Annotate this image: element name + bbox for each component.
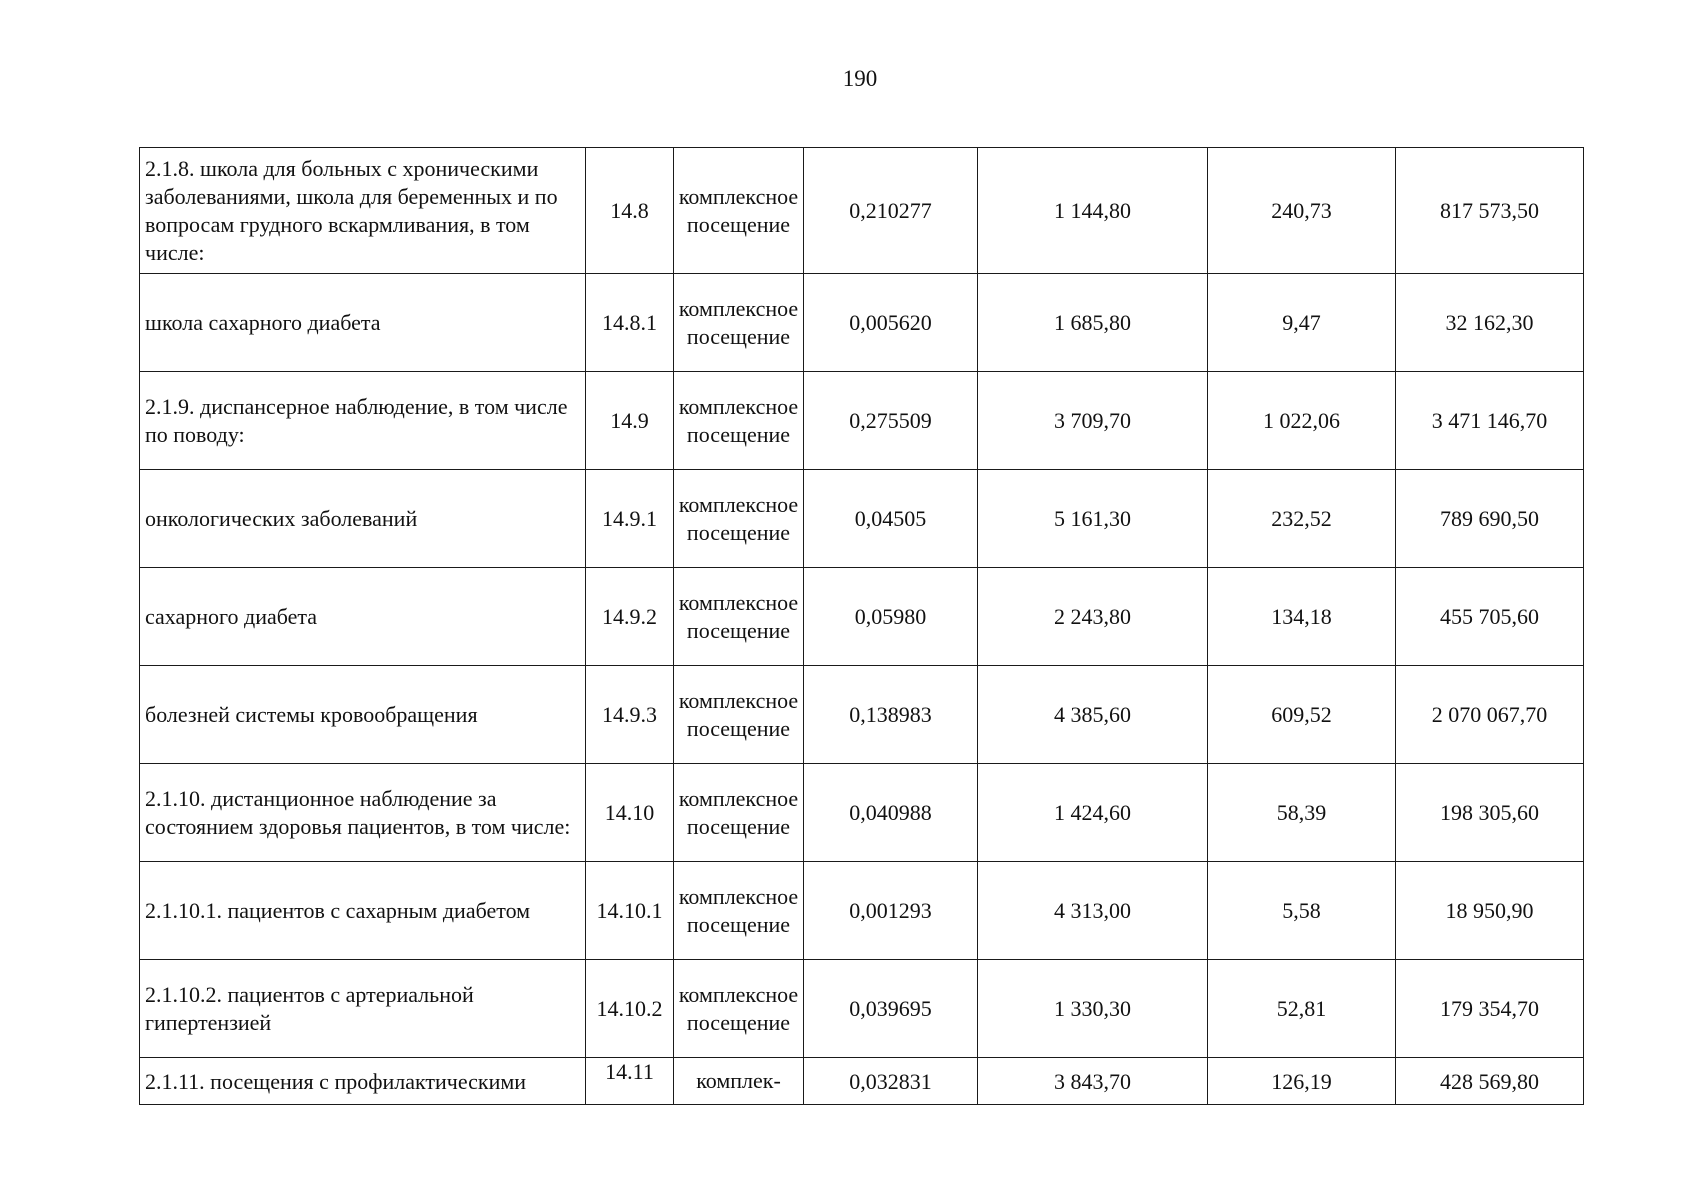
row-per-capita: 609,52 — [1208, 666, 1396, 764]
row-total: 428 569,80 — [1396, 1058, 1584, 1105]
row-cost: 4 313,00 — [978, 862, 1208, 960]
tariff-table — [139, 147, 1584, 1105]
row-code: 14.8.1 — [586, 274, 674, 372]
row-code: 14.9.3 — [586, 666, 674, 764]
table-row — [140, 470, 1584, 568]
row-unit: комплексное посещение — [674, 960, 804, 1058]
row-norm: 0,05980 — [804, 568, 978, 666]
row-code: 14.10.2 — [586, 960, 674, 1058]
row-unit: комплексное посещение — [674, 666, 804, 764]
table-row — [140, 568, 1584, 666]
row-cost: 5 161,30 — [978, 470, 1208, 568]
table-row — [140, 764, 1584, 862]
row-total: 198 305,60 — [1396, 764, 1584, 862]
row-unit: комплексное посещение — [674, 568, 804, 666]
table-row — [140, 862, 1584, 960]
row-cost: 1 144,80 — [978, 148, 1208, 274]
row-per-capita: 9,47 — [1208, 274, 1396, 372]
row-total: 179 354,70 — [1396, 960, 1584, 1058]
row-code: 14.10 — [586, 764, 674, 862]
row-norm: 0,039695 — [804, 960, 978, 1058]
row-cost: 1 424,60 — [978, 764, 1208, 862]
table-row — [140, 1058, 1584, 1105]
row-name: школа сахарного диабета — [140, 274, 586, 372]
row-name: онкологических заболеваний — [140, 470, 586, 568]
table-row — [140, 960, 1584, 1058]
row-name: 2.1.11. посещения с профилактическими — [140, 1058, 586, 1105]
row-code: 14.9.1 — [586, 470, 674, 568]
row-norm: 0,040988 — [804, 764, 978, 862]
row-unit: комплек- — [674, 1058, 804, 1105]
table-row — [140, 666, 1584, 764]
row-code: 14.9 — [586, 372, 674, 470]
row-unit: комплексное посещение — [674, 274, 804, 372]
row-per-capita: 1 022,06 — [1208, 372, 1396, 470]
row-unit: комплексное посещение — [674, 764, 804, 862]
row-norm: 0,275509 — [804, 372, 978, 470]
table-row — [140, 274, 1584, 372]
row-total: 817 573,50 — [1396, 148, 1584, 274]
row-cost: 3 843,70 — [978, 1058, 1208, 1105]
row-norm: 0,138983 — [804, 666, 978, 764]
row-name: 2.1.10. дистанционное наблюдение за состоянием здоровья пациентов, в том числе: — [140, 764, 586, 862]
row-name: 2.1.10.2. пациентов с артериальной гипертензией — [140, 960, 586, 1058]
row-total: 3 471 146,70 — [1396, 372, 1584, 470]
row-per-capita: 240,73 — [1208, 148, 1396, 274]
table-row — [140, 372, 1584, 470]
page-number: 190 — [842, 66, 878, 91]
row-total: 789 690,50 — [1396, 470, 1584, 568]
row-code: 14.8 — [586, 148, 674, 274]
row-unit: комплексное посещение — [674, 470, 804, 568]
row-cost: 1 330,30 — [978, 960, 1208, 1058]
row-total: 32 162,30 — [1396, 274, 1584, 372]
row-code: 14.11 — [586, 1058, 674, 1105]
row-code: 14.9.2 — [586, 568, 674, 666]
row-code: 14.10.1 — [586, 862, 674, 960]
row-cost: 4 385,60 — [978, 666, 1208, 764]
row-name: 2.1.9. диспансерное наблюдение, в том числе по поводу: — [140, 372, 586, 470]
row-cost: 3 709,70 — [978, 372, 1208, 470]
row-per-capita: 134,18 — [1208, 568, 1396, 666]
row-name: сахарного диабета — [140, 568, 586, 666]
row-per-capita: 58,39 — [1208, 764, 1396, 862]
row-cost: 2 243,80 — [978, 568, 1208, 666]
row-per-capita: 52,81 — [1208, 960, 1396, 1058]
row-per-capita: 5,58 — [1208, 862, 1396, 960]
row-total: 18 950,90 — [1396, 862, 1584, 960]
row-norm: 0,005620 — [804, 274, 978, 372]
row-norm: 0,032831 — [804, 1058, 978, 1105]
row-name: 2.1.10.1. пациентов с сахарным диабетом — [140, 862, 586, 960]
row-norm: 0,210277 — [804, 148, 978, 274]
row-norm: 0,001293 — [804, 862, 978, 960]
row-per-capita: 232,52 — [1208, 470, 1396, 568]
row-unit: комплексное посещение — [674, 862, 804, 960]
table-row — [140, 148, 1584, 274]
row-name: болезней системы кровообращения — [140, 666, 586, 764]
row-total: 2 070 067,70 — [1396, 666, 1584, 764]
row-per-capita: 126,19 — [1208, 1058, 1396, 1105]
row-norm: 0,04505 — [804, 470, 978, 568]
row-total: 455 705,60 — [1396, 568, 1584, 666]
row-cost: 1 685,80 — [978, 274, 1208, 372]
row-name: 2.1.8. школа для больных с хроническими заболеваниями, школа для беременных и по вопросам грудного вскармливания, в том числе: — [140, 148, 586, 274]
row-unit: комплексное посещение — [674, 148, 804, 274]
row-unit: комплексное посещение — [674, 372, 804, 470]
